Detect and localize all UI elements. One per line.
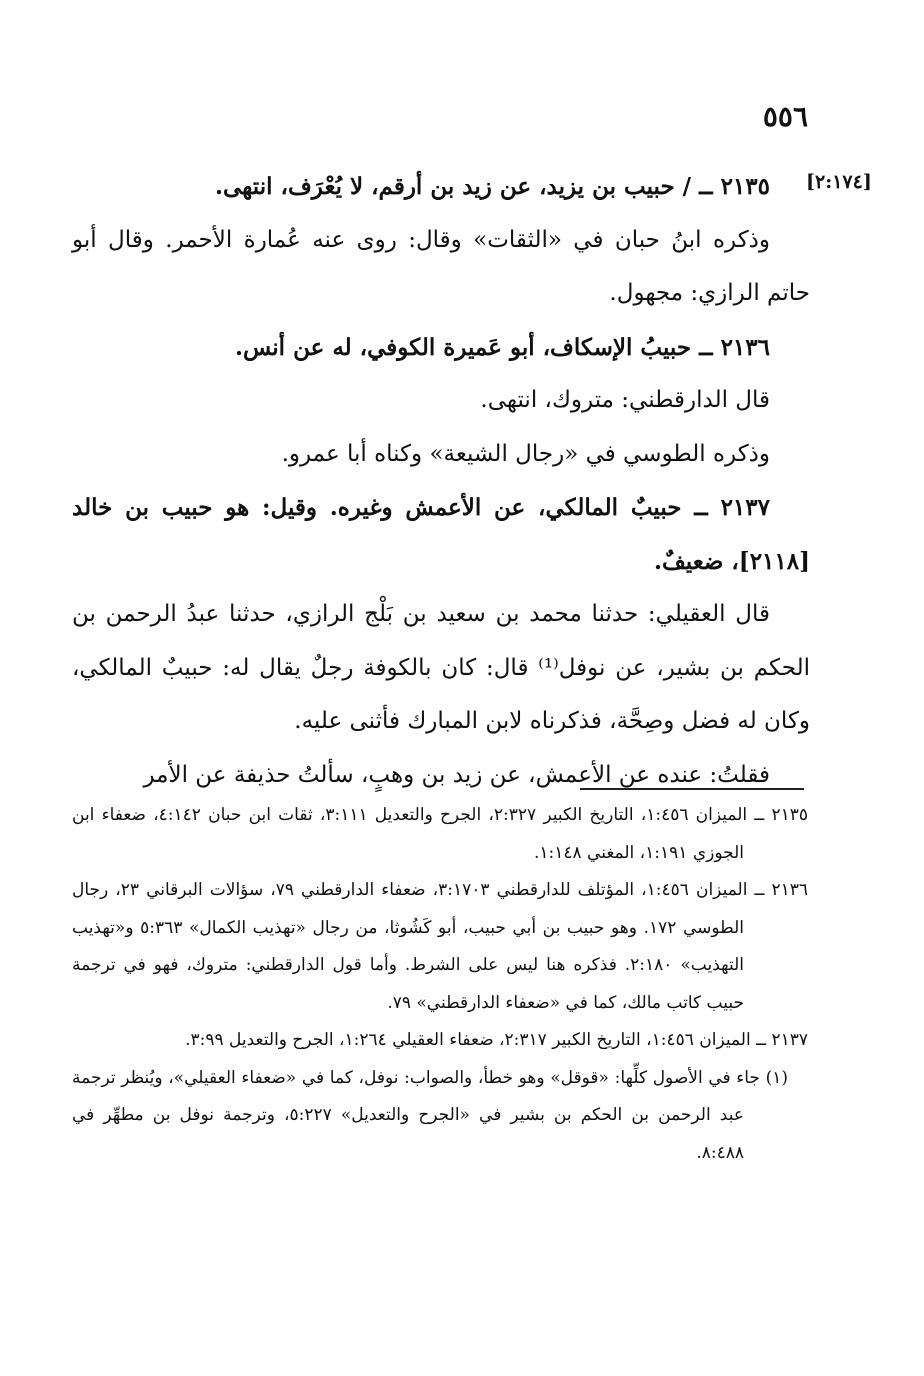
footnote-2137: ٢١٣٧ ــ الميزان ١:٤٥٦، التاريخ الكبير ٢:٣١٧، ضعفاء العقيلي ١:٢٦٤، الجرح والتعديل ٣:٩٩. [185,1030,808,1050]
entry-2136: ٢١٣٦ ــ حبيبُ الإسكاف، أبو عَميرة الكوفي، له عن أنس. [234,333,770,361]
footnotes [72,797,808,1172]
paragraph: فقلتُ: عنده عن الأعمش، عن زيد بن وهبٍ، سألتُ حذيفة عن الأمر [143,761,770,788]
footnote-1: (١) جاء في الأصول كلِّها: «قوقل» وهو خطأ، والصواب: نوفل، كما في «ضعفاء العقيلي»، ويُنظر ترجمة عبد الرحمن بن الحكم بن بشير في «الجرح والتعديل» ٥:٢٢٧، وترجمة نوفل بن مطهِّر في ٨:٤٨٨. [72,1067,788,1163]
paragraph: قال الدارقطني: متروك، انتهى. [480,387,770,413]
paragraph: وذكره ابنُ حبان في «الثقات» وقال: روى عنه عُمارة الأحمر. وقال أبو حاتم الرازي: مجهول. [72,226,810,306]
entry-2135: ٢١٣٥ ــ / حبيب بن يزيد، عن زيد بن أرقم، لا يُعْرَف، انتهى. [215,173,770,200]
main-text [72,160,810,802]
page-number: ٥٥٦ [762,100,808,133]
entry-2137: ٢١٣٧ ــ حبيبٌ المالكي، عن الأعمش وغيره. وقيل: هو حبيب بن خالد [٢١١٨]، ضعيفٌ. [72,494,810,575]
footnote-separator [580,788,804,790]
footnote-2135: ٢١٣٥ ــ الميزان ١:٤٥٦، التاريخ الكبير ٢:٣٢٧، الجرح والتعديل ٣:١١١، ثقات ابن حبان ٤:١٤٢، ضعفاء ابن الجوزي ١:١٩١، المغني ١:١٤٨. [72,805,808,863]
paragraph: وذكره الطوسي في «رجال الشيعة» وكناه أبا عمرو. [281,440,770,467]
marginal-reference: [٢:١٧٤] [806,171,872,193]
paragraph: قال العقيلي: حدثنا محمد بن سعيد بن بَلْج الرازي، حدثنا عبدُ الرحمن بن الحكم بن بشير، عن نوفل⁽¹⁾ قال: كان بالكوفة رجلٌ يقال له: حبيبٌ المالكي، وكان له فضل وصِحَّة، فذكرناه لابن المبارك فأثنى عليه. [72,601,810,734]
footnote-2136: ٢١٣٦ ــ الميزان ١:٤٥٦، المؤتلف للدارقطني ٣:١٧٠٣، ضعفاء الدارقطني ٧٩، سؤالات البرقاني ٢٣، رجال الطوسي ١٧٢. وهو حبيب بن أبي حبيب، أبو كَشُوثا، من رجال «تهذيب الكمال» ٥:٣٦٣ و«تهذيب التهذيب» ٢:١٨٠. فذكره هنا ليس على الشرط. وأما قول الدارقطني: متروك، فهو في ترجمة حبيب كاتب مالك، كما في «ضعفاء الدارقطني» ٧٩. [72,880,809,1013]
